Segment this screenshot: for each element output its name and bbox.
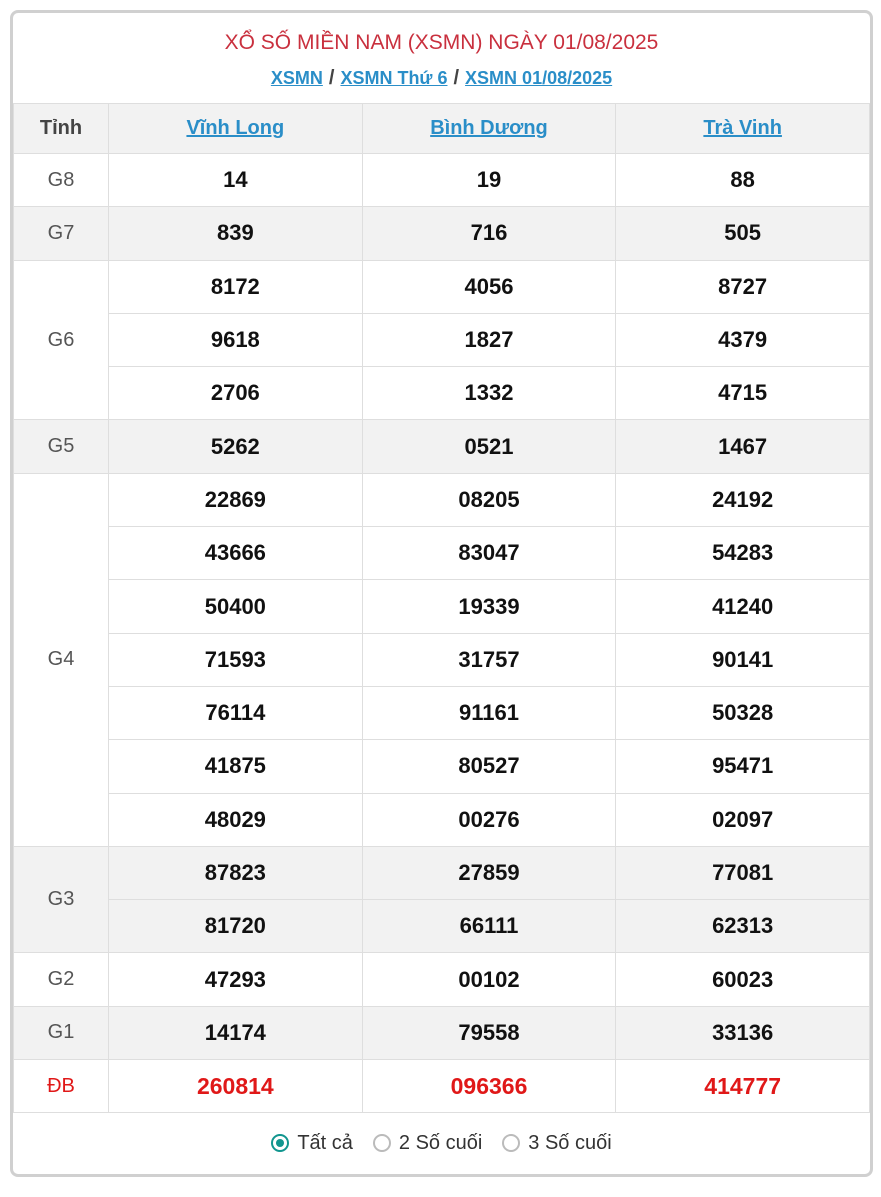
prize-number: 54283 bbox=[616, 527, 870, 580]
filter-option-last2[interactable] bbox=[373, 1132, 482, 1155]
prize-row-g6 bbox=[14, 260, 870, 313]
results-card bbox=[10, 10, 873, 1177]
radio-unselected-icon bbox=[373, 1134, 391, 1152]
prize-number: 91161 bbox=[362, 686, 616, 739]
special-prize-number: 260814 bbox=[109, 1060, 363, 1113]
prize-row-g4 bbox=[14, 473, 870, 526]
breadcrumb-separator: / bbox=[453, 67, 460, 89]
prize-number: 76114 bbox=[109, 686, 363, 739]
prize-number: 88 bbox=[616, 154, 870, 207]
prize-number: 87823 bbox=[109, 846, 363, 899]
prize-number: 8172 bbox=[109, 260, 363, 313]
prize-number: 43666 bbox=[109, 527, 363, 580]
prize-row-g5 bbox=[14, 420, 870, 473]
prize-number: 71593 bbox=[109, 633, 363, 686]
prize-row-g2 bbox=[14, 953, 870, 1006]
filter-option-last3[interactable] bbox=[502, 1132, 611, 1155]
prize-number: 08205 bbox=[362, 473, 616, 526]
prize-number: 81720 bbox=[109, 900, 363, 953]
page-title: XỔ SỐ MIỀN NAM (XSMN) NGÀY 01/08/2025 bbox=[224, 31, 659, 54]
prize-number: 66111 bbox=[362, 900, 616, 953]
results-header bbox=[13, 13, 870, 103]
prize-number: 9618 bbox=[109, 313, 363, 366]
prize-label: G8 bbox=[14, 154, 109, 207]
prize-number: 62313 bbox=[616, 900, 870, 953]
prize-number: 41240 bbox=[616, 580, 870, 633]
province-link-binh-duong[interactable]: Bình Dương bbox=[430, 117, 548, 139]
prize-label: G4 bbox=[14, 473, 109, 846]
radio-selected-icon bbox=[271, 1134, 289, 1152]
prize-number: 716 bbox=[362, 207, 616, 260]
prize-number: 48029 bbox=[109, 793, 363, 846]
prize-row-g4 bbox=[14, 686, 870, 739]
prize-number: 14 bbox=[109, 154, 363, 207]
prize-row-g8 bbox=[14, 154, 870, 207]
prize-row-g7 bbox=[14, 207, 870, 260]
column-header-cell bbox=[616, 104, 870, 154]
breadcrumb-link-xsmn-thu6[interactable]: XSMN Thứ 6 bbox=[340, 68, 448, 88]
prize-number: 2706 bbox=[109, 367, 363, 420]
prize-row-g4 bbox=[14, 740, 870, 793]
prize-row-g4 bbox=[14, 580, 870, 633]
prize-label: ĐB bbox=[14, 1060, 109, 1113]
prize-number: 31757 bbox=[362, 633, 616, 686]
prize-number: 47293 bbox=[109, 953, 363, 1006]
prize-row-g3 bbox=[14, 846, 870, 899]
prize-number: 77081 bbox=[616, 846, 870, 899]
prize-label: G6 bbox=[14, 260, 109, 420]
prize-number: 1467 bbox=[616, 420, 870, 473]
prize-number: 0521 bbox=[362, 420, 616, 473]
prize-number: 33136 bbox=[616, 1006, 870, 1059]
prize-number: 1827 bbox=[362, 313, 616, 366]
prize-number: 839 bbox=[109, 207, 363, 260]
prize-label: G3 bbox=[14, 846, 109, 953]
prize-number: 4379 bbox=[616, 313, 870, 366]
prize-number: 95471 bbox=[616, 740, 870, 793]
prize-label: G2 bbox=[14, 953, 109, 1006]
column-header-cell bbox=[109, 104, 363, 154]
prize-number: 80527 bbox=[362, 740, 616, 793]
filter-option-label: 2 Số cuối bbox=[398, 1131, 483, 1154]
prize-number: 19 bbox=[362, 154, 616, 207]
prize-row-g6 bbox=[14, 367, 870, 420]
filter-option-all[interactable] bbox=[271, 1132, 353, 1155]
prize-row-g6 bbox=[14, 313, 870, 366]
prize-number: 50400 bbox=[109, 580, 363, 633]
filter-option-label: Tất cả bbox=[297, 1131, 353, 1154]
breadcrumb-link-xsmn[interactable]: XSMN bbox=[270, 68, 323, 88]
prize-number: 50328 bbox=[616, 686, 870, 739]
breadcrumb-separator: / bbox=[328, 67, 335, 89]
prize-number: 79558 bbox=[362, 1006, 616, 1059]
prize-number: 19339 bbox=[362, 580, 616, 633]
filter-option-label: 3 Số cuối bbox=[528, 1131, 612, 1154]
table-header-row bbox=[14, 104, 870, 154]
prize-row-g4 bbox=[14, 793, 870, 846]
prize-number: 60023 bbox=[616, 953, 870, 1006]
prize-number: 41875 bbox=[109, 740, 363, 793]
prize-label: G5 bbox=[14, 420, 109, 473]
special-prize-number: 414777 bbox=[616, 1060, 870, 1113]
prize-number: 02097 bbox=[616, 793, 870, 846]
prize-row-g3 bbox=[14, 900, 870, 953]
prize-number: 22869 bbox=[109, 473, 363, 526]
prize-number: 83047 bbox=[362, 527, 616, 580]
prize-number: 1332 bbox=[362, 367, 616, 420]
results-body bbox=[14, 154, 870, 1113]
breadcrumb-link-xsmn-date[interactable]: XSMN 01/08/2025 bbox=[465, 68, 613, 88]
column-header-cell bbox=[362, 104, 616, 154]
prize-number: 4056 bbox=[362, 260, 616, 313]
radio-unselected-icon bbox=[502, 1134, 520, 1152]
results-table bbox=[13, 103, 870, 1113]
prize-number: 4715 bbox=[616, 367, 870, 420]
special-prize-number: 096366 bbox=[362, 1060, 616, 1113]
province-link-vinh-long[interactable]: Vĩnh Long bbox=[186, 117, 285, 139]
digit-filter bbox=[13, 1113, 870, 1173]
prize-number: 24192 bbox=[616, 473, 870, 526]
prize-row-g4 bbox=[14, 527, 870, 580]
prize-row-g1 bbox=[14, 1006, 870, 1059]
prize-number: 90141 bbox=[616, 633, 870, 686]
column-header-province: Tỉnh bbox=[14, 104, 109, 154]
prize-number: 27859 bbox=[362, 846, 616, 899]
prize-number: 00276 bbox=[362, 793, 616, 846]
prize-number: 5262 bbox=[109, 420, 363, 473]
province-link-tra-vinh[interactable]: Trà Vinh bbox=[703, 117, 782, 139]
prize-number: 14174 bbox=[109, 1006, 363, 1059]
prize-label: G1 bbox=[14, 1006, 109, 1059]
prize-row-g4 bbox=[14, 633, 870, 686]
prize-number: 8727 bbox=[616, 260, 870, 313]
prize-label: G7 bbox=[14, 207, 109, 260]
prize-row-db bbox=[14, 1060, 870, 1113]
prize-number: 505 bbox=[616, 207, 870, 260]
breadcrumb bbox=[13, 65, 870, 91]
prize-number: 00102 bbox=[362, 953, 616, 1006]
